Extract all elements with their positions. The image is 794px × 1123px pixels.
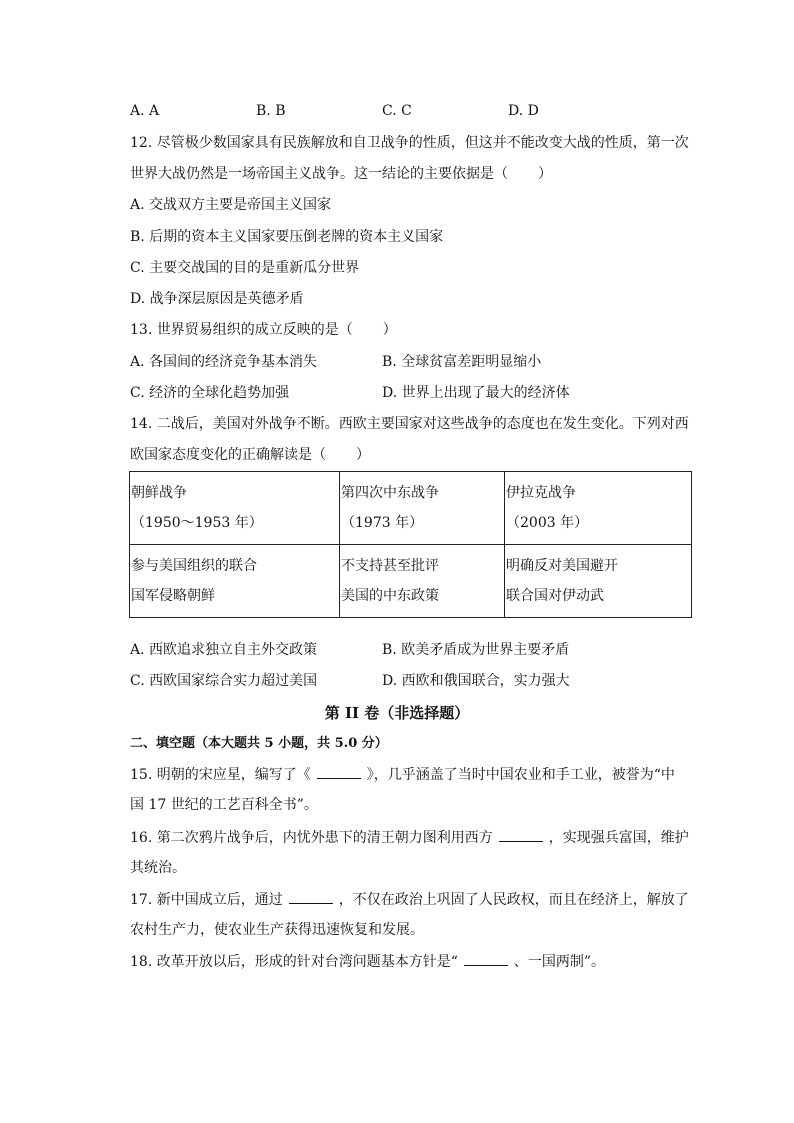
q13-option-a: A. 各国间的经济竞争基本消失	[130, 354, 318, 370]
fill-in-heading: 二、填空题（本大题共 5 小题，共 5.0 分）	[130, 736, 388, 751]
q14-option-c: C. 西欧国家综合实力超过美国	[130, 673, 318, 689]
table-cell-iraq-war: 伊拉克战争 （2003 年）	[505, 472, 692, 545]
q14-option-a: A. 西欧追求独立自主外交政策	[130, 642, 318, 658]
q17-line1: 17. 新中国成立后，通过 ，不仅在政治上巩固了人民政权，而且在经济上，解放了	[130, 889, 689, 909]
table-row	[130, 545, 692, 618]
q15-line2: 国 17 世纪的工艺百科全书”。	[130, 797, 318, 813]
q13-stem-text: 13. 世界贸易组织的成立反映的是（	[130, 322, 353, 338]
q12-stem-line1: 12. 尽管极少数国家具有民族解放和自卫战争的性质，但这并不能改变大战的性质，第一次	[130, 135, 689, 151]
table-cell-attitude-korea: 参与美国组织的联合 国军侵略朝鲜	[130, 545, 340, 618]
q12-stem-line2	[130, 164, 552, 184]
q14-option-d: D. 西欧和俄国联合，实力强大	[382, 673, 570, 689]
q12-option-d: D. 战争深层原因是英德矛盾	[130, 291, 304, 307]
q11-option-d: D. D	[508, 103, 539, 119]
q14-stem-text: 欧国家态度变化的正确解读是（	[130, 447, 326, 463]
q12-option-b: B. 后期的资本主义国家要压倒老牌的资本主义国家	[130, 229, 444, 245]
q11-option-a: A. A	[130, 103, 160, 119]
q13-stem	[130, 320, 397, 340]
q12-option-c: C. 主要交战国的目的是重新瓜分世界	[130, 260, 360, 276]
war-attitude-table	[129, 471, 692, 618]
q14-stem-line2	[130, 445, 370, 465]
table-cell-korean-war: 朝鲜战争 （1950～1953 年）	[130, 472, 340, 545]
q12-stem-close: ）	[538, 166, 552, 182]
q11-options	[130, 101, 690, 121]
q17-line2: 农村生产力，使农业生产获得迅速恢复和发展。	[130, 922, 424, 938]
q12-option-a: A. 交战双方主要是帝国主义国家	[130, 197, 332, 213]
fill-blank[interactable]	[464, 951, 508, 966]
table-cell-attitude-middle-east: 不支持甚至批评 美国的中东政策	[340, 545, 505, 618]
q15-line1: 15. 明朝的宋应星，编写了《 》，几乎涵盖了当时中国农业和手工业，被誉为“中	[130, 764, 675, 784]
q13-option-d: D. 世界上出现了最大的经济体	[382, 385, 570, 401]
q18-line1: 18. 改革开放以后，形成的针对台湾问题基本方针是“ 、一国两制”。	[130, 951, 605, 971]
table-header-row	[130, 472, 692, 545]
q14-stem-line1: 14. 二战后，美国对外战争不断。西欧主要国家对这些战争的态度也在发生变化。下列对西	[130, 416, 689, 432]
q16-line2: 其统治。	[130, 860, 186, 876]
q14-stem-close: ）	[356, 447, 370, 463]
table-cell-fourth-middle-east-war: 第四次中东战争 （1973 年）	[340, 472, 505, 545]
table-cell-attitude-iraq: 明确反对美国避开 联合国对伊动武	[505, 545, 692, 618]
q11-option-c: C. C	[382, 103, 412, 119]
fill-blank[interactable]	[499, 827, 543, 842]
q11-option-b: B. B	[256, 103, 286, 119]
q16-line1: 16. 第二次鸦片战争后，内忧外患下的清王朝力图利用西方 ，实现强兵富国，维护	[130, 827, 689, 847]
q12-stem-text: 世界大战仍然是一场帝国主义战争。这一结论的主要依据是（	[130, 166, 508, 182]
q14-option-b: B. 欧美矛盾成为世界主要矛盾	[382, 642, 570, 658]
fill-blank[interactable]	[317, 764, 361, 779]
q13-option-b: B. 全球贫富差距明显缩小	[382, 354, 542, 370]
fill-blank[interactable]	[289, 889, 333, 904]
q13-option-c: C. 经济的全球化趋势加强	[130, 385, 290, 401]
section-title: 第 II 卷（非选择题）	[324, 704, 470, 722]
q13-stem-close: ）	[382, 322, 397, 338]
